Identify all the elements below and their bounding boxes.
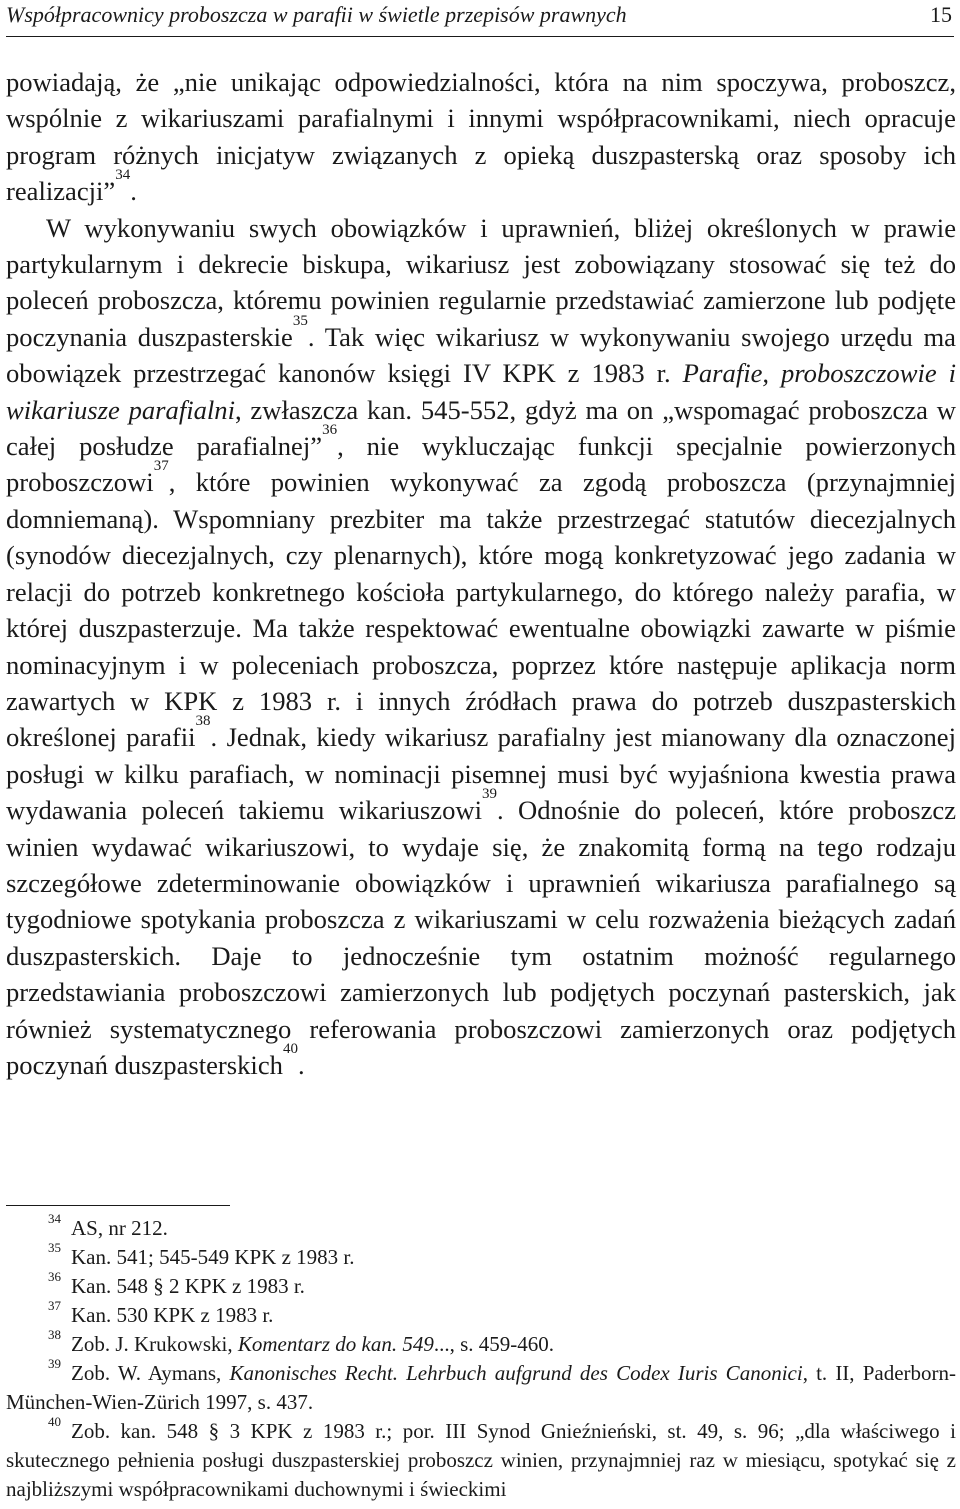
footnote-ref: 37 [153,458,169,475]
footnote-ref: 35 [292,312,308,329]
footnote-38 [6,1327,956,1359]
footnote-number: 34 [48,1211,61,1226]
text-run: , zwłaszcza kan. 545-552, gdyż ma on „wspomagać proboszcza w całej posłudze parafialnej” [6,394,956,462]
footnote-ref: 34 [115,167,131,184]
footnote-39 [6,1356,957,1417]
footnote-text: Kan. 541; 545-549 KPK z 1983 r. [71,1245,355,1269]
italic-title: Parafie, proboszczowie i wikariusze parafialni [6,358,956,425]
footnotes [6,1211,957,1504]
footnote-40 [6,1414,956,1504]
footnote-text: Kan. 548 § 2 KPK z 1983 r. [71,1274,305,1298]
footnote-ref: 40 [282,1040,298,1057]
page-header [6,2,952,28]
text-run: . Jednak, kiedy wikariusz parafialny jest mianowany dla oznaczonej posługi w kilku parafiach, w nominacji pisemnej musi być wyjaśniona kwestia prawa wydawania poleceń takiemu wikariuszowi [6,722,956,826]
footnote-text: Zob. kan. 548 § 3 KPK z 1983 r.; por. III Synod Gnieźnieński, st. 49, s. 96; „dla właściwego i skutecznego pełnienia posługi duszpasterskiej proboszcz winien, przynajmniej raz w miesiącu, spotykać się z najbliższymi współpracownikami duchownymi i świeckimi [6,1419,956,1501]
footnote-number: 38 [48,1327,61,1342]
footnote-text: ..., s. 459-460. [433,1332,555,1356]
footnote-34 [6,1211,956,1243]
text-run: . [297,1049,305,1080]
footnote-ref: 38 [195,713,211,730]
footnote-text: Zob. J. Krukowski, [71,1332,238,1356]
footnote-italic-title: Komentarz do kan. 549 [237,1332,434,1356]
text-run: . Tak więc wikariusz w wykonywaniu swojego urzędu ma obowiązek przestrzegać kanonów księgi IV KPK z 1983 r. [6,321,956,389]
footnote-number: 40 [48,1414,61,1429]
header-rule [6,36,954,37]
text-run: . Odnośnie do poleceń, które proboszcz winien wydawać wikariuszowi, to wydaje się, że znakomitą formą na tego rodzaju szczegółowe zdeterminowanie obowiązków i uprawnień wikariusza parafialnego są tygodniowe spotykania proboszcza z wikariuszami w celu rozważenia bieżących zadań duszpasterskich. Daje to jednocześnie tym ostatnim możność regularnego przedstawiania proboszczowi zamierzonych lub podjętych poczynań pasterskich, jak również systematycznego referowania proboszczowi zamierzonych oraz podjętych poczynań duszpasterskich [6,795,957,1080]
text-run: , nie wykluczając funkcji specjalnie powierzonych proboszczowi [6,431,956,498]
footnote-36 [6,1269,956,1301]
text-run: W wykonywaniu swych obowiązków i uprawnień, bliżej określonych w prawie partykularnym i dekrecie biskupa, wikariusz jest zobowiązany stosować się też do poleceń proboszcza, któremu powinien regularnie przedstawiać zamierzone lub podjęte poczynania duszpasterskie [6,212,956,352]
footnote-number: 39 [48,1356,61,1371]
body-text [6,64,956,1083]
footnote-separator [6,1205,230,1206]
running-title: Współpracownicy proboszcza w parafii w świetle przepisów prawnych [6,2,627,27]
text-run: powiadają, że „nie unikając odpowiedzialności, która na nim spoczywa, proboszcz, wspólnie z wikariuszami parafialnymi i innymi współpracownikami, niech opracuje program różnych inicjatyw związanych z opieką duszpasterską oraz sposoby ich realizacji” [6,67,956,207]
page-number: 15 [930,2,952,27]
footnote-number: 36 [48,1269,61,1284]
footnote-text: AS, nr 212. [71,1216,168,1240]
text-run: , które powinien wykonywać za zgodą proboszcza (przynajmniej domniemaną). Wspomniany prezbiter ma także przestrzegać statutów diecezjalnych (synodów diecezjalnych, czy plenarnych), które mogą konkretyzować jego zadania w relacji do potrzeb konkretnego kościoła partykularnego, do którego należy parafia, w której duszpasterzuje. Ma także respektować ewentualne obowiązki zawarte w piśmie nominacyjnym i w poleceniach proboszcza, poprzez które następuje aplikacja norm zawartych w KPK z 1983 r. i innych źródłach prawa do potrzeb duszpasterskich określonej parafii [6,467,956,753]
footnote-ref: 39 [481,786,497,803]
footnote-text: , t. II, Paderborn-München-Wien-Zürich 1997, s. 437. [6,1361,957,1414]
footnote-37 [6,1298,956,1330]
paragraph-continuation [6,64,956,210]
footnote-text: Zob. W. Aymans, [71,1361,230,1385]
footnote-ref: 36 [322,422,338,439]
footnote-italic-title: Kanonisches Recht. Lehrbuch aufgrund des Codex Iuris Canonici [229,1361,803,1385]
footnote-number: 35 [48,1240,61,1255]
paragraph [6,210,956,1084]
footnote-number: 37 [48,1298,61,1313]
footnote-35 [6,1240,956,1272]
text-run: . [130,176,137,207]
footnote-text: Kan. 530 KPK z 1983 r. [71,1303,274,1327]
